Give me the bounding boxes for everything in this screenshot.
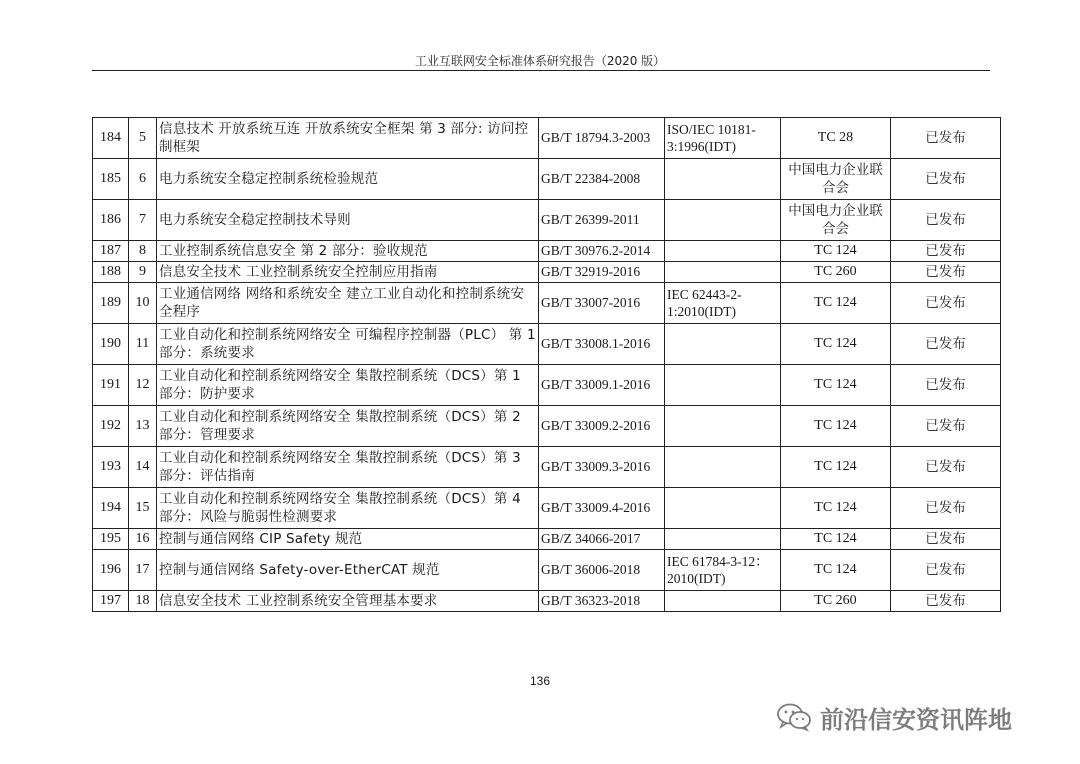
- technical-committee: 中国电力企业联合会: [781, 200, 891, 241]
- table-row: [93, 365, 1001, 406]
- row-number: 193: [93, 447, 129, 488]
- standard-title: 工业自动化和控制系统网络安全 可编程序控制器（PLC） 第 1 部分：系统要求: [157, 324, 539, 365]
- watermark: [776, 700, 1012, 734]
- international-standard: IEC 62443-2-1:2010(IDT): [665, 283, 781, 324]
- publication-status: 已发布: [891, 118, 1001, 159]
- row-sub-number: 9: [129, 262, 157, 283]
- technical-committee: TC 124: [781, 550, 891, 591]
- technical-committee: TC 124: [781, 324, 891, 365]
- standard-code: GB/T 33009.4-2016: [539, 488, 665, 529]
- row-sub-number: 6: [129, 159, 157, 200]
- publication-status: 已发布: [891, 159, 1001, 200]
- international-standard: [665, 200, 781, 241]
- table-row: [93, 488, 1001, 529]
- standard-title: 信息安全技术 工业控制系统安全控制应用指南: [157, 262, 539, 283]
- row-sub-number: 13: [129, 406, 157, 447]
- standard-title: 控制与通信网络 CIP Safety 规范: [157, 529, 539, 550]
- standard-code: GB/T 30976.2-2014: [539, 241, 665, 262]
- table-row: [93, 262, 1001, 283]
- standard-code: GB/T 26399-2011: [539, 200, 665, 241]
- standard-title: 电力系统安全稳定控制系统检验规范: [157, 159, 539, 200]
- table-row: [93, 241, 1001, 262]
- row-number: 189: [93, 283, 129, 324]
- row-sub-number: 17: [129, 550, 157, 591]
- row-sub-number: 14: [129, 447, 157, 488]
- table-row: [93, 447, 1001, 488]
- wechat-icon: [776, 702, 812, 732]
- standard-title: 信息安全技术 工业控制系统安全管理基本要求: [157, 591, 539, 612]
- table-row: [93, 159, 1001, 200]
- international-standard: [665, 447, 781, 488]
- standard-title: 工业自动化和控制系统网络安全 集散控制系统（DCS）第 4 部分：风险与脆弱性检测要求: [157, 488, 539, 529]
- table-row: [93, 591, 1001, 612]
- technical-committee: TC 124: [781, 488, 891, 529]
- international-standard: [665, 262, 781, 283]
- technical-committee: TC 124: [781, 283, 891, 324]
- standard-code: GB/T 36323-2018: [539, 591, 665, 612]
- standard-code: GB/T 36006-2018: [539, 550, 665, 591]
- standard-code: GB/Z 34066-2017: [539, 529, 665, 550]
- standard-title: 信息技术 开放系统互连 开放系统安全框架 第 3 部分: 访问控制框架: [157, 118, 539, 159]
- international-standard: [665, 324, 781, 365]
- row-sub-number: 11: [129, 324, 157, 365]
- standard-code: GB/T 22384-2008: [539, 159, 665, 200]
- row-number: 184: [93, 118, 129, 159]
- table-row: [93, 529, 1001, 550]
- table-row: [93, 283, 1001, 324]
- row-sub-number: 18: [129, 591, 157, 612]
- technical-committee: TC 260: [781, 591, 891, 612]
- international-standard: [665, 365, 781, 406]
- publication-status: 已发布: [891, 262, 1001, 283]
- standard-title: 控制与通信网络 Safety-over-EtherCAT 规范: [157, 550, 539, 591]
- publication-status: 已发布: [891, 550, 1001, 591]
- international-standard: [665, 488, 781, 529]
- publication-status: 已发布: [891, 241, 1001, 262]
- publication-status: 已发布: [891, 591, 1001, 612]
- publication-status: 已发布: [891, 283, 1001, 324]
- row-sub-number: 7: [129, 200, 157, 241]
- table-row: [93, 324, 1001, 365]
- standard-code: GB/T 18794.3-2003: [539, 118, 665, 159]
- row-number: 190: [93, 324, 129, 365]
- row-number: 196: [93, 550, 129, 591]
- row-number: 191: [93, 365, 129, 406]
- technical-committee: TC 124: [781, 447, 891, 488]
- page-header-title: 工业互联网安全标准体系研究报告（2020 版）: [414, 54, 666, 68]
- publication-status: 已发布: [891, 529, 1001, 550]
- standard-title: 工业通信网络 网络和系统安全 建立工业自动化和控制系统安全程序: [157, 283, 539, 324]
- publication-status: 已发布: [891, 488, 1001, 529]
- technical-committee: TC 124: [781, 241, 891, 262]
- standard-title: 工业自动化和控制系统网络安全 集散控制系统（DCS）第 3 部分：评估指南: [157, 447, 539, 488]
- row-number: 188: [93, 262, 129, 283]
- standard-title: 工业自动化和控制系统网络安全 集散控制系统（DCS）第 1 部分：防护要求: [157, 365, 539, 406]
- row-number: 194: [93, 488, 129, 529]
- watermark-text: 前沿信安资讯阵地: [820, 705, 1012, 734]
- technical-committee: 中国电力企业联合会: [781, 159, 891, 200]
- row-number: 187: [93, 241, 129, 262]
- technical-committee: TC 124: [781, 529, 891, 550]
- table-row: [93, 550, 1001, 591]
- table-row: [93, 406, 1001, 447]
- standard-code: GB/T 32919-2016: [539, 262, 665, 283]
- technical-committee: TC 124: [781, 406, 891, 447]
- row-sub-number: 15: [129, 488, 157, 529]
- publication-status: 已发布: [891, 406, 1001, 447]
- page-number: 136: [529, 674, 551, 688]
- table-row: [93, 200, 1001, 241]
- row-sub-number: 12: [129, 365, 157, 406]
- row-number: 185: [93, 159, 129, 200]
- publication-status: 已发布: [891, 365, 1001, 406]
- international-standard: [665, 529, 781, 550]
- international-standard: IEC 61784-3-12：2010(IDT): [665, 550, 781, 591]
- standard-code: GB/T 33007-2016: [539, 283, 665, 324]
- international-standard: [665, 159, 781, 200]
- international-standard: [665, 241, 781, 262]
- row-sub-number: 8: [129, 241, 157, 262]
- standards-table: [92, 117, 1001, 612]
- header-rule: [92, 70, 990, 71]
- row-sub-number: 5: [129, 118, 157, 159]
- row-sub-number: 10: [129, 283, 157, 324]
- technical-committee: TC 260: [781, 262, 891, 283]
- technical-committee: TC 28: [781, 118, 891, 159]
- international-standard: [665, 406, 781, 447]
- standard-code: GB/T 33009.1-2016: [539, 365, 665, 406]
- standard-code: GB/T 33008.1-2016: [539, 324, 665, 365]
- standard-code: GB/T 33009.3-2016: [539, 447, 665, 488]
- row-sub-number: 16: [129, 529, 157, 550]
- standard-title: 工业控制系统信息安全 第 2 部分：验收规范: [157, 241, 539, 262]
- row-number: 197: [93, 591, 129, 612]
- international-standard: ISO/IEC 10181-3:1996(IDT): [665, 118, 781, 159]
- standard-code: GB/T 33009.2-2016: [539, 406, 665, 447]
- row-number: 195: [93, 529, 129, 550]
- publication-status: 已发布: [891, 200, 1001, 241]
- standard-title: 工业自动化和控制系统网络安全 集散控制系统（DCS）第 2 部分：管理要求: [157, 406, 539, 447]
- standard-title: 电力系统安全稳定控制技术导则: [157, 200, 539, 241]
- publication-status: 已发布: [891, 447, 1001, 488]
- row-number: 186: [93, 200, 129, 241]
- table-row: [93, 118, 1001, 159]
- technical-committee: TC 124: [781, 365, 891, 406]
- publication-status: 已发布: [891, 324, 1001, 365]
- row-number: 192: [93, 406, 129, 447]
- international-standard: [665, 591, 781, 612]
